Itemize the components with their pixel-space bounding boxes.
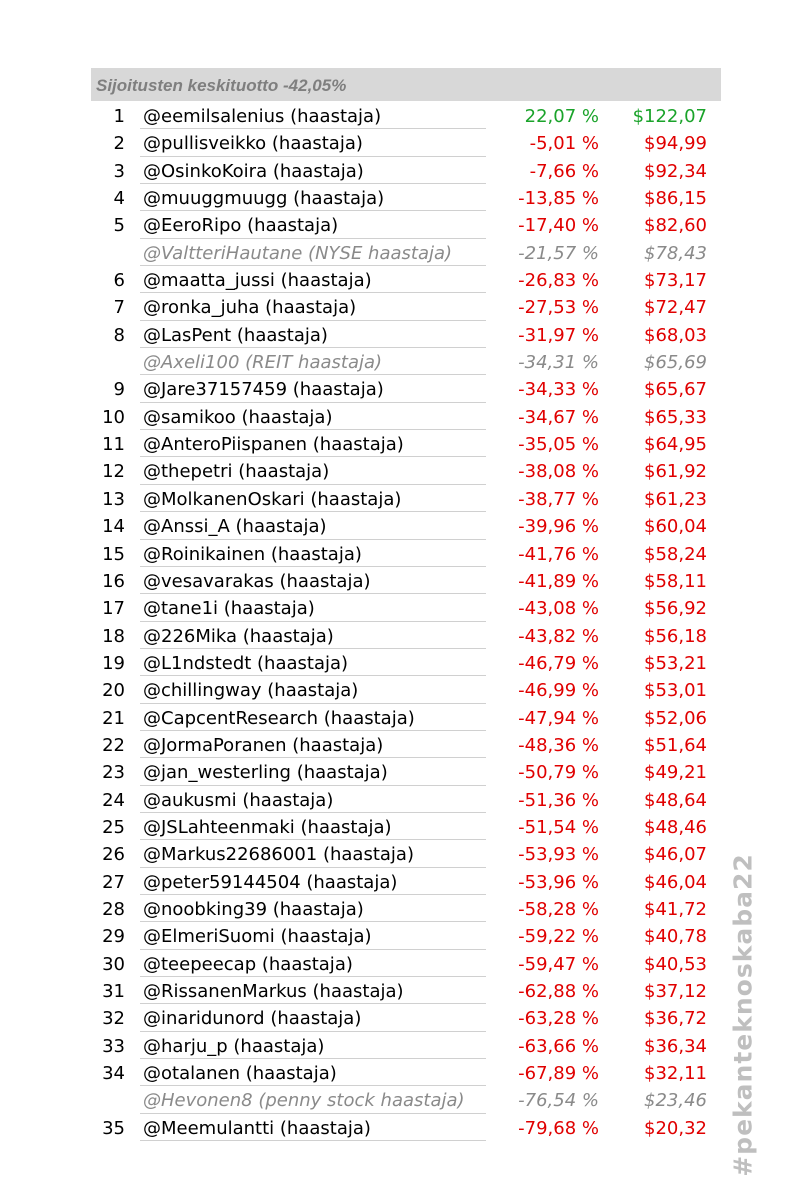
table-row [0, 102, 805, 129]
return-percent: -7,66 % [529, 160, 599, 182]
table-row [0, 485, 805, 512]
portfolio-value: $37,12 [644, 981, 707, 1002]
table-row [0, 786, 805, 813]
table-row [0, 840, 805, 867]
return-percent: -5,01 % [529, 133, 599, 155]
return-percent: -41,89 % [518, 570, 599, 592]
portfolio-value: $51,64 [644, 734, 707, 756]
rank-cell: 4 [113, 188, 125, 210]
portfolio-value: $46,07 [644, 844, 707, 866]
portfolio-value: $40,53 [644, 953, 707, 975]
return-percent: -62,88 % [518, 981, 599, 1002]
return-percent: -26,83 % [518, 270, 599, 292]
portfolio-value: $78,43 [644, 242, 707, 264]
portfolio-value: $23,46 [644, 1090, 707, 1112]
rank-cell: 15 [102, 543, 125, 565]
table-row [0, 157, 805, 184]
table-row [0, 293, 805, 320]
table-row [0, 1114, 805, 1141]
table-row [0, 868, 805, 895]
portfolio-value: $32,11 [644, 1063, 707, 1085]
rank-cell: 13 [102, 488, 125, 510]
portfolio-value: $60,04 [644, 516, 707, 538]
portfolio-value: $61,92 [644, 461, 707, 483]
portfolio-value: $61,23 [644, 488, 707, 510]
rank-cell: 14 [102, 516, 125, 538]
participant-name: @MolkanenOskari (haastaja) [143, 488, 402, 510]
portfolio-value: $68,03 [644, 324, 707, 346]
table-row [0, 211, 805, 238]
table-row [0, 512, 805, 539]
participant-name: @noobking39 (haastaja) [143, 898, 364, 920]
participant-name: @OsinkoKoira (haastaja) [143, 160, 364, 182]
rank-cell: 23 [102, 762, 125, 784]
return-percent: -38,08 % [518, 461, 599, 483]
table-row [0, 184, 805, 211]
participant-name: @eemilsalenius (haastaja) [143, 106, 382, 127]
return-percent: -43,82 % [518, 625, 599, 647]
table-row [0, 758, 805, 785]
return-percent: -38,77 % [518, 488, 599, 510]
participant-name: @chillingway (haastaja) [143, 680, 359, 702]
table-row [0, 622, 805, 649]
portfolio-value: $65,69 [644, 352, 707, 374]
participant-name: @inaridunord (haastaja) [143, 1008, 362, 1030]
table-row [0, 704, 805, 731]
participant-name: @Anssi_A (haastaja) [143, 516, 327, 538]
participant-name: @AnteroPiispanen (haastaja) [143, 434, 404, 456]
return-percent: -51,54 % [518, 816, 599, 838]
return-percent: -53,93 % [518, 844, 599, 866]
rank-cell: 21 [102, 707, 125, 729]
rank-cell: 10 [102, 406, 125, 428]
table-row [0, 1004, 805, 1031]
rank-cell: 6 [113, 270, 125, 292]
participant-name: @samikoo (haastaja) [143, 406, 333, 428]
return-percent: -43,08 % [518, 598, 599, 620]
rank-cell: 27 [102, 871, 125, 893]
portfolio-value: $64,95 [644, 434, 707, 456]
participant-name: @Jare37157459 (haastaja) [143, 379, 384, 401]
return-percent: -39,96 % [518, 516, 599, 538]
table-row [0, 403, 805, 430]
table-row [0, 129, 805, 156]
benchmark-row [0, 239, 805, 266]
portfolio-value: $48,64 [644, 789, 707, 811]
rank-cell: 16 [102, 570, 125, 592]
participant-name: @thepetri (haastaja) [143, 461, 330, 483]
participant-name: @RissanenMarkus (haastaja) [143, 981, 404, 1002]
portfolio-value: $73,17 [644, 270, 707, 292]
portfolio-value: $20,32 [644, 1117, 707, 1139]
rank-cell: 29 [102, 926, 125, 948]
portfolio-value: $72,47 [644, 297, 707, 319]
return-percent: -67,89 % [518, 1063, 599, 1085]
rank-cell: 18 [102, 625, 125, 647]
rank-cell: 24 [102, 789, 125, 811]
rank-cell: 19 [102, 652, 125, 674]
participant-name: @tane1i (haastaja) [143, 598, 315, 620]
participant-name: @226Mika (haastaja) [143, 625, 334, 647]
participant-name: @jan_westerling (haastaja) [143, 762, 388, 784]
return-percent: -17,40 % [518, 215, 599, 237]
portfolio-value: $40,78 [644, 926, 707, 948]
participant-name: @teepeecap (haastaja) [143, 953, 353, 975]
participant-name: @Markus22686001 (haastaja) [143, 844, 414, 866]
return-percent: -76,54 % [518, 1090, 599, 1112]
return-percent: -13,85 % [518, 188, 599, 210]
hashtag-watermark: #pekanteknoskaba22 [728, 853, 758, 1177]
return-percent: -46,79 % [518, 652, 599, 674]
return-percent: -63,28 % [518, 1008, 599, 1030]
table-row [0, 1032, 805, 1059]
rank-cell: 12 [102, 461, 125, 483]
table-row [0, 649, 805, 676]
portfolio-value: $48,46 [644, 816, 707, 838]
portfolio-value: $58,24 [644, 543, 707, 565]
rank-cell: 1 [113, 106, 125, 127]
portfolio-value: $56,18 [644, 625, 707, 647]
rank-cell: 35 [102, 1117, 125, 1139]
participant-name: @JormaPoranen (haastaja) [143, 734, 384, 756]
table-row [0, 594, 805, 621]
participant-name: @muuggmuugg (haastaja) [143, 188, 385, 210]
rank-cell: 20 [102, 680, 125, 702]
table-row [0, 457, 805, 484]
portfolio-value: $52,06 [644, 707, 707, 729]
participant-name: @otalanen (haastaja) [143, 1063, 337, 1085]
rank-cell: 9 [113, 379, 125, 401]
return-percent: -53,96 % [518, 871, 599, 893]
rank-cell: 3 [113, 160, 125, 182]
rank-cell: 11 [102, 434, 125, 456]
portfolio-value: $122,07 [632, 106, 707, 127]
return-percent: -35,05 % [518, 434, 599, 456]
table-row [0, 813, 805, 840]
participant-name: @peter59144504 (haastaja) [143, 871, 398, 893]
rank-cell: 25 [102, 816, 125, 838]
portfolio-value: $56,92 [644, 598, 707, 620]
return-percent: -58,28 % [518, 898, 599, 920]
return-percent: -41,76 % [518, 543, 599, 565]
table-row [0, 731, 805, 758]
average-return-title: Sijoitusten keskituotto -42,05% [96, 76, 347, 95]
portfolio-value: $92,34 [644, 160, 707, 182]
portfolio-value: $58,11 [644, 570, 707, 592]
participant-name: @Meemulantti (haastaja) [143, 1117, 371, 1139]
return-percent: -50,79 % [518, 762, 599, 784]
portfolio-value: $49,21 [644, 762, 707, 784]
return-percent: -59,47 % [518, 953, 599, 975]
participant-name: @ronka_juha (haastaja) [143, 297, 357, 319]
rank-cell: 32 [102, 1008, 125, 1030]
portfolio-value: $53,21 [644, 652, 707, 674]
table-row [0, 567, 805, 594]
participant-name: @harju_p (haastaja) [143, 1035, 325, 1057]
rank-cell: 8 [113, 324, 125, 346]
return-percent: -34,31 % [518, 352, 599, 374]
portfolio-value: $86,15 [644, 188, 707, 210]
table-row [0, 1059, 805, 1086]
rank-cell: 5 [113, 215, 125, 237]
table-row [0, 895, 805, 922]
portfolio-value: $36,34 [644, 1035, 707, 1057]
participant-name: @aukusmi (haastaja) [143, 789, 334, 811]
return-percent: -34,33 % [518, 379, 599, 401]
table-row [0, 540, 805, 567]
benchmark-row [0, 1086, 805, 1113]
table-row [0, 977, 805, 1004]
participant-name: @pullisveikko (haastaja) [143, 133, 363, 155]
participant-name: @JSLahteenmaki (haastaja) [143, 816, 392, 838]
table-row [0, 922, 805, 949]
return-percent: -46,99 % [518, 680, 599, 702]
portfolio-value: $65,67 [644, 379, 707, 401]
participant-name: @maatta_jussi (haastaja) [143, 270, 372, 292]
rank-cell: 22 [102, 734, 125, 756]
portfolio-value: $82,60 [644, 215, 707, 237]
portfolio-value: $36,72 [644, 1008, 707, 1030]
table-row [0, 375, 805, 402]
row-divider [140, 1140, 486, 1141]
portfolio-value: $46,04 [644, 871, 707, 893]
return-percent: 22,07 % [524, 106, 599, 127]
rank-cell: 34 [102, 1063, 125, 1085]
rank-cell: 7 [113, 297, 125, 319]
portfolio-value: $53,01 [644, 680, 707, 702]
participant-name: @CapcentResearch (haastaja) [143, 707, 415, 729]
return-percent: -63,66 % [518, 1035, 599, 1057]
return-percent: -59,22 % [518, 926, 599, 948]
table-row [0, 676, 805, 703]
return-percent: -21,57 % [518, 242, 599, 264]
return-percent: -79,68 % [518, 1117, 599, 1139]
portfolio-value: $94,99 [644, 133, 707, 155]
rank-cell: 30 [102, 953, 125, 975]
table-row [0, 950, 805, 977]
rank-cell: 2 [113, 133, 125, 155]
rank-cell: 26 [102, 844, 125, 866]
rank-cell: 31 [102, 981, 125, 1002]
participant-name: @ValtteriHautane (NYSE haastaja) [143, 242, 453, 264]
table-row [0, 430, 805, 457]
participant-name: @Hevonen8 (penny stock haastaja) [143, 1090, 465, 1112]
return-percent: -34,67 % [518, 406, 599, 428]
benchmark-row [0, 348, 805, 375]
portfolio-value: $65,33 [644, 406, 707, 428]
return-percent: -48,36 % [518, 734, 599, 756]
ranking-table [0, 102, 805, 1141]
rank-cell: 17 [102, 598, 125, 620]
participant-name: @Axeli100 (REIT haastaja) [143, 352, 383, 374]
participant-name: @ElmeriSuomi (haastaja) [143, 926, 372, 948]
table-row [0, 321, 805, 348]
participant-name: @LasPent (haastaja) [143, 324, 328, 346]
rank-cell: 33 [102, 1035, 125, 1057]
portfolio-value: $41,72 [644, 898, 707, 920]
rank-cell: 28 [102, 898, 125, 920]
return-percent: -47,94 % [518, 707, 599, 729]
table-row [0, 266, 805, 293]
return-percent: -31,97 % [518, 324, 599, 346]
participant-name: @Roinikainen (haastaja) [143, 543, 362, 565]
return-percent: -27,53 % [518, 297, 599, 319]
participant-name: @vesavarakas (haastaja) [143, 570, 371, 592]
participant-name: @L1ndstedt (haastaja) [143, 652, 349, 674]
return-percent: -51,36 % [518, 789, 599, 811]
participant-name: @EeroRipo (haastaja) [143, 215, 339, 237]
table-header [91, 68, 721, 101]
